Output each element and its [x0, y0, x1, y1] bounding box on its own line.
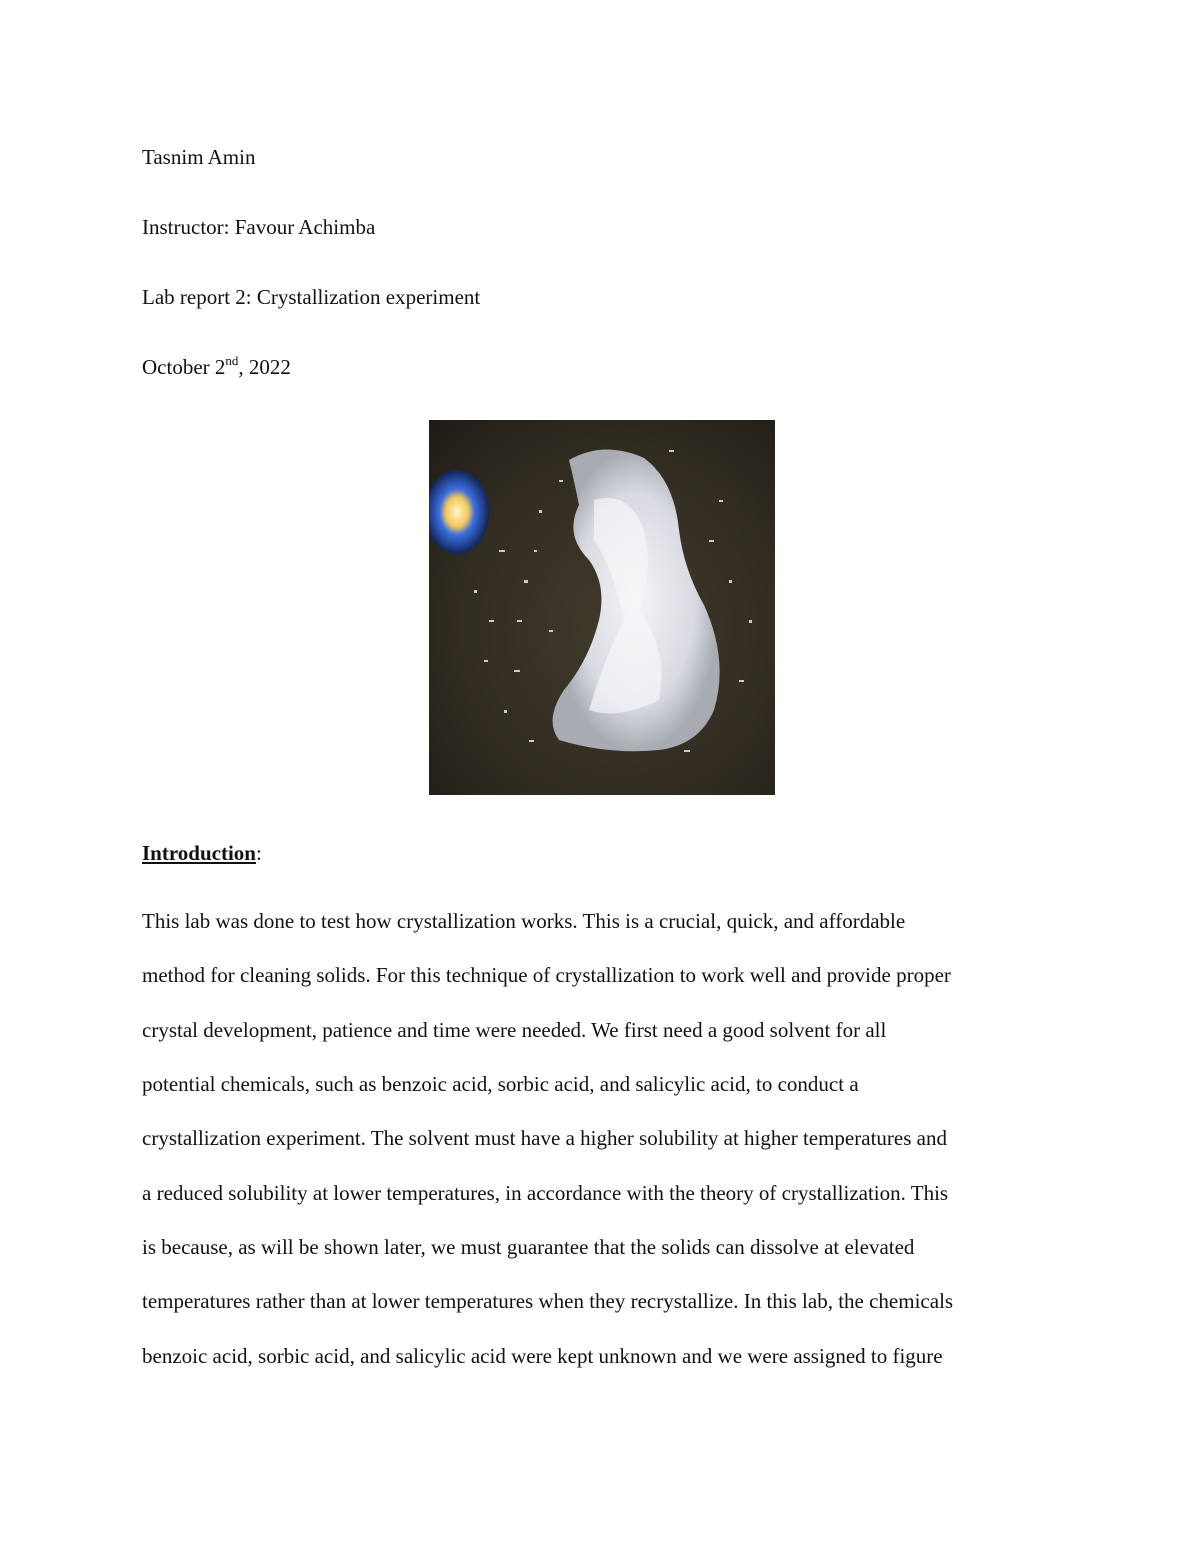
paragraph-line: a reduced solubility at lower temperatures, in accordance with the theory of crystallization. This [142, 1181, 949, 1205]
paragraph-line: benzoic acid, sorbic acid, and salicylic acid were kept unknown and we were assigned to figure [142, 1344, 943, 1368]
paragraph-line: temperatures rather than at lower temperatures when they recrystallize. In this lab, the chemicals [142, 1289, 954, 1313]
paragraph-line: potential chemicals, such as benzoic acid, sorbic acid, and salicylic acid, to conduct a [142, 1072, 859, 1096]
paragraph-line: method for cleaning solids. For this technique of crystallization to work well and provide proper [142, 963, 951, 987]
paragraph-line: crystal development, patience and time were needed. We first need a good solvent for all [142, 1018, 887, 1042]
crystallization-photo [429, 420, 775, 795]
date-superscript: nd [225, 353, 239, 368]
report-date [142, 355, 291, 379]
author-name: Tasnim Amin [142, 145, 256, 169]
date-prefix: October 2 [142, 355, 226, 379]
introduction-heading-colon: : [255, 841, 262, 865]
paragraph-line: is because, as will be shown later, we must guarantee that the solids can dissolve at elevated [142, 1235, 915, 1259]
report-title: Lab report 2: Crystallization experiment [142, 285, 481, 309]
date-suffix: , 2022 [238, 355, 291, 379]
paragraph-line: crystallization experiment. The solvent must have a higher solubility at higher temperatures and [142, 1126, 947, 1150]
paragraph-line: This lab was done to test how crystallization works. This is a crucial, quick, and affordable [142, 909, 906, 933]
introduction-heading [142, 841, 262, 865]
instructor-line: Instructor: Favour Achimba [142, 215, 376, 239]
introduction-heading-text: Introduction [142, 841, 256, 865]
